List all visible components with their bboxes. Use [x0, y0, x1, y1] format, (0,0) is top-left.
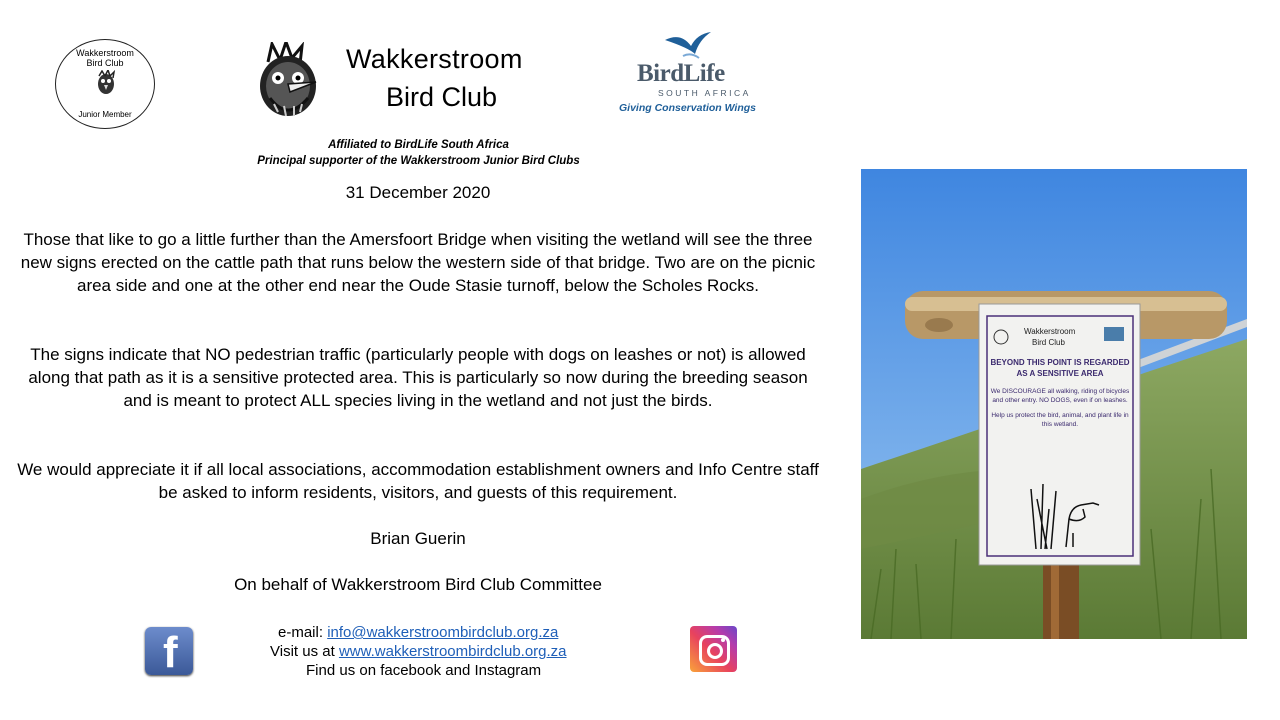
sign-body-2: Help us protect the bird, animal, and plant life in this wetland. — [991, 412, 1129, 428]
club-logo-line1: Wakkerstroom — [346, 44, 523, 74]
affiliation-line1: Affiliated to BirdLife South Africa — [328, 139, 509, 151]
signature-role: On behalf of Wakkerstroom Bird Club Committee — [234, 575, 602, 594]
social-line: Find us on facebook and Instagram — [306, 662, 542, 679]
club-logo-line2: Bird Club — [386, 82, 498, 112]
website-label: Visit us at — [270, 643, 335, 660]
birdlife-bird-icon — [663, 30, 713, 64]
instagram-icon[interactable] — [690, 626, 737, 672]
paragraph-appeal: We would appreciate it if all local associations, accommodation establishment owners and Info Centre staff be asked to inform residents, visitors, and guests of this requirement. — [17, 460, 819, 502]
wetland-sign-photo — [861, 169, 1247, 639]
email-label: e-mail: — [278, 624, 324, 641]
badge-line1: Wakkerstroom — [76, 48, 134, 58]
sign-body-1: We DISCOURAGE all walking, riding of bicycles and other entry. NO DOGS, even if on leashes. — [990, 388, 1130, 404]
sign-heading: BEYOND THIS POINT IS REGARDED AS A SENSITIVE AREA — [990, 358, 1130, 378]
website-link[interactable]: www.wakkerstroombirdclub.org.za — [338, 643, 567, 660]
badge-bottom-text: Junior Member — [78, 110, 132, 119]
junior-member-badge — [55, 39, 155, 129]
birdlife-name: BirdLife — [637, 60, 725, 87]
letter-date: 31 December 2020 — [345, 183, 491, 202]
birdlife-tagline: Giving Conservation Wings — [619, 102, 757, 114]
birdlife-subtitle: SOUTH AFRICA — [658, 88, 751, 98]
email-link[interactable]: info@wakkerstroombirdclub.org.za — [327, 624, 559, 641]
paragraph-signs-meaning: The signs indicate that NO pedestrian traffic (particularly people with dogs on leashes or not) is allowed along that path as it is a sensitive protected area. This is particularly so now during the breeding season and is meant to protect ALL species living in the wetland and not just the birds. — [28, 345, 808, 410]
korhaan-bird-icon — [250, 42, 330, 124]
website-line — [270, 642, 567, 661]
badge-line2: Bird Club — [86, 58, 124, 68]
facebook-icon[interactable]: f — [145, 627, 193, 675]
sign-header-line2: Bird Club — [1032, 338, 1065, 347]
bird-head-icon — [93, 70, 119, 96]
signature-name: Brian Guerin — [370, 529, 466, 548]
affiliation-line2: Principal supporter of the Wakkerstroom Junior Bird Clubs — [257, 155, 580, 167]
birdlife-logo — [615, 30, 775, 120]
club-logo — [228, 40, 548, 125]
paragraph-signs-location: Those that like to go a little further than the Amersfoort Bridge when visiting the wetland will see the three new signs erected on the cattle path that runs below the western side of that bridge. Two are on the picnic area side and one at the other end near the Oude Stasie turnoff, below the Scholes Rocks. — [20, 230, 816, 295]
sign-header-line1: Wakkerstroom — [1024, 327, 1076, 336]
email-line — [278, 623, 558, 642]
